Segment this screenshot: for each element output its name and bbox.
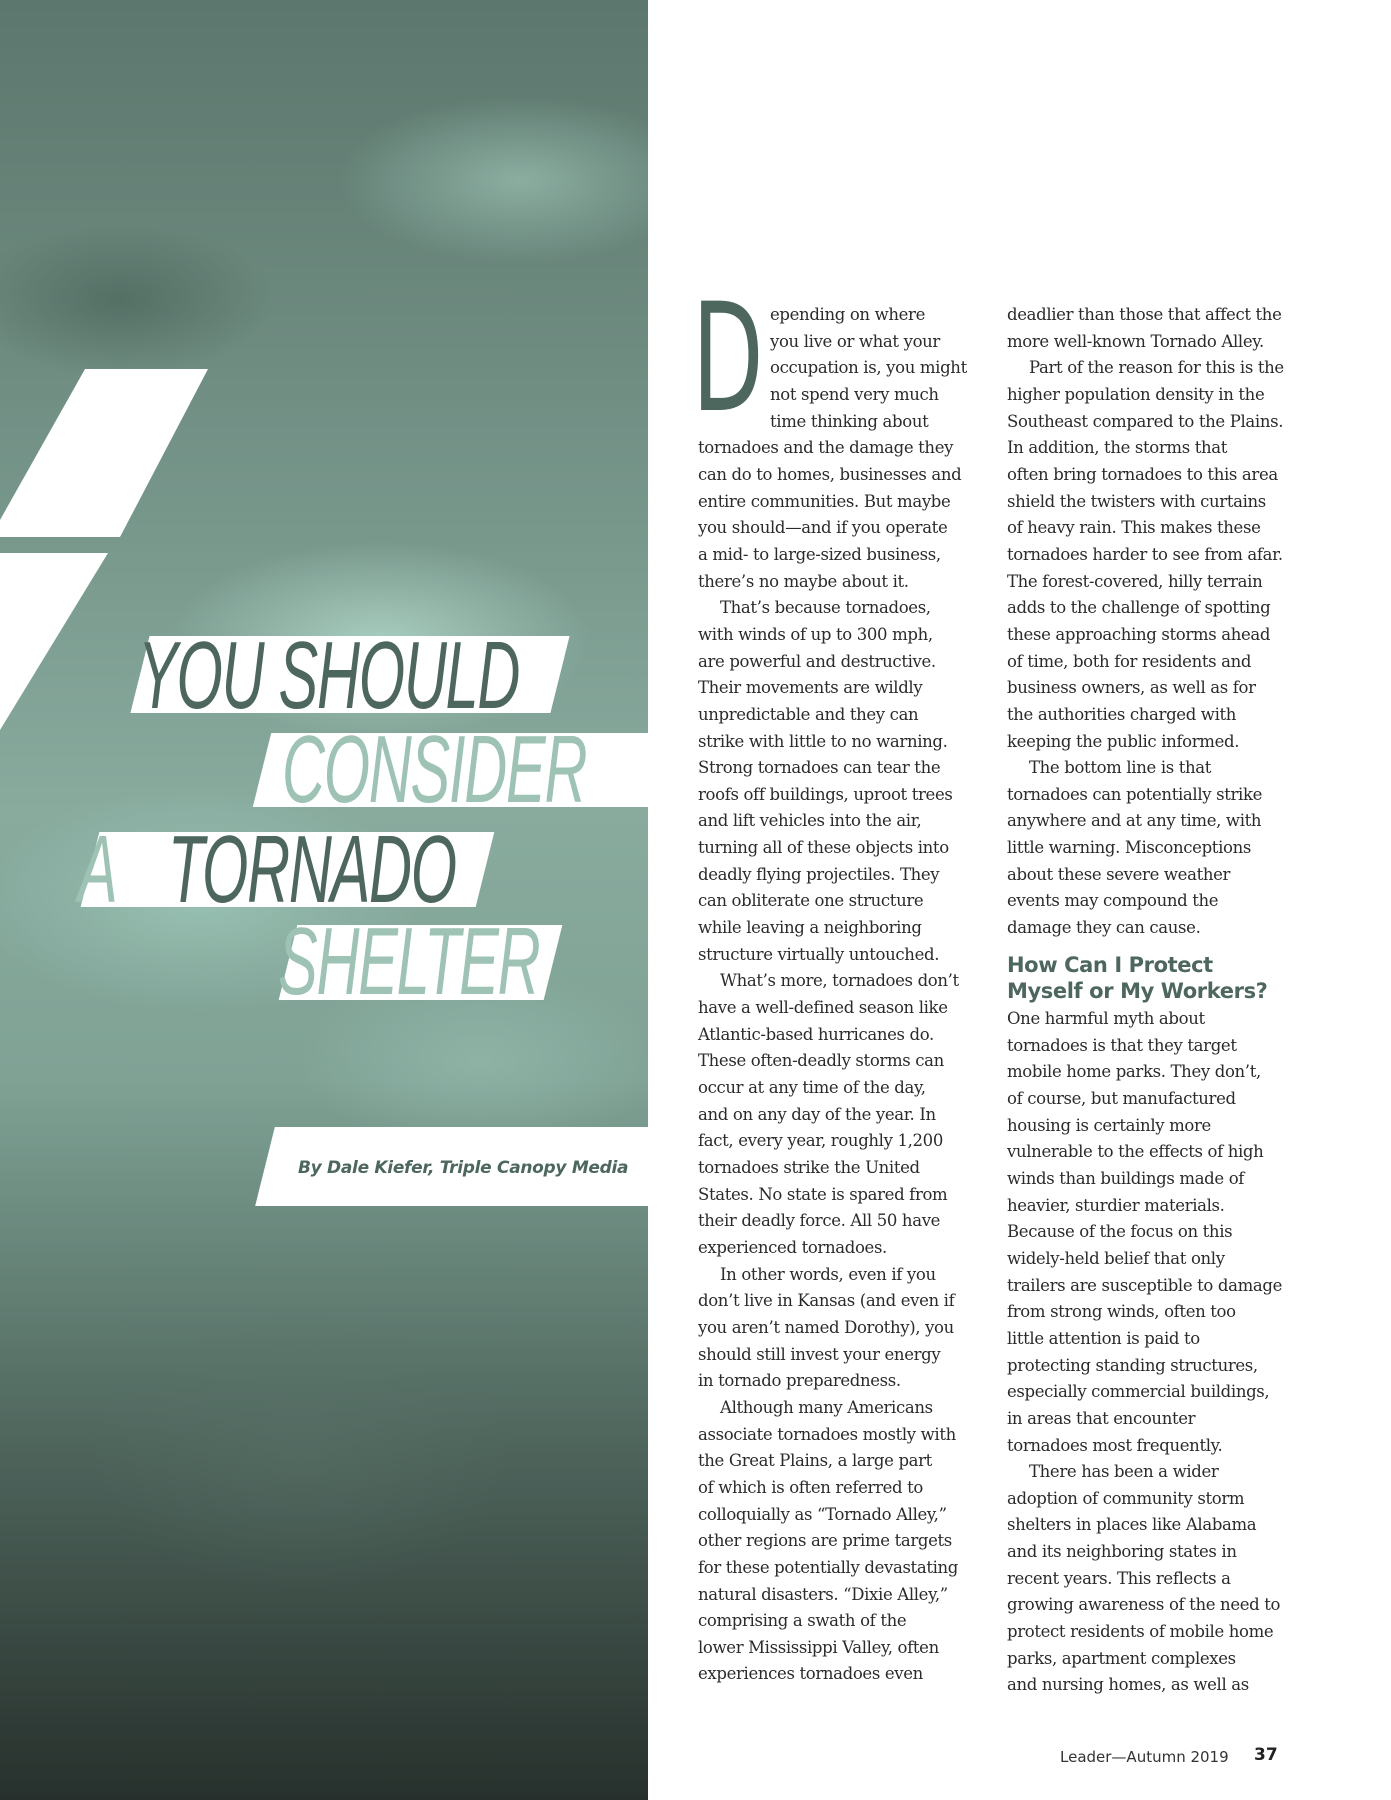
text-line: are powerful and destructive.: [698, 651, 936, 671]
text-line: Strong tornadoes can tear the: [698, 758, 941, 778]
text-line: States. No state is spared from: [698, 1184, 948, 1204]
text-line: events may compound the: [1007, 891, 1219, 911]
text-line: you should—and if you operate: [698, 518, 948, 538]
text-line: adds to the challenge of spotting: [1007, 598, 1271, 618]
text-line: One harmful myth about: [1007, 1009, 1205, 1028]
title-line-a: A: [78, 816, 117, 923]
text-line: roofs off buildings, uproot trees: [698, 784, 953, 804]
text-line: tornadoes and the damage they: [698, 438, 954, 458]
text-line: unpredictable and they can: [698, 704, 919, 724]
text-line: In other words, even if you: [720, 1264, 936, 1284]
text-line: epending on where: [770, 305, 926, 324]
footer-publication: Leader—Autumn 2019: [1060, 1748, 1229, 1766]
text-line: in areas that encounter: [1007, 1408, 1196, 1428]
text-line: What’s more, tornadoes don’t: [720, 971, 959, 991]
text-line: tornadoes strike the United: [698, 1158, 920, 1177]
text-line: about these severe weather: [1007, 864, 1231, 884]
text-line: associate tornadoes mostly with: [698, 1424, 956, 1444]
text-line: the authorities charged with: [1007, 704, 1237, 724]
text-line: Atlantic-based hurricanes do.: [698, 1024, 934, 1044]
text-line: anywhere and at any time, with: [1007, 811, 1262, 831]
text-line: for these potentially devastating: [698, 1557, 959, 1577]
text-line: tornadoes can potentially strike: [1007, 784, 1263, 804]
text-line: winds than buildings made of: [1007, 1168, 1245, 1188]
text-line: occur at any time of the day,: [698, 1078, 926, 1098]
text-line: That’s because tornadoes,: [720, 598, 931, 618]
text-line: often bring tornadoes to this area: [1007, 464, 1278, 484]
text-line: and on any day of the year. In: [698, 1104, 936, 1124]
byline: By Dale Kiefer, Triple Canopy Media: [298, 1158, 629, 1178]
article-column-1: [698, 302, 967, 1688]
text-line: don’t live in Kansas (and even if: [698, 1291, 955, 1311]
text-line: keeping the public informed.: [1007, 731, 1240, 751]
text-line: widely-held belief that only: [1007, 1248, 1225, 1268]
text-line: recent years. This reflects a: [1007, 1568, 1231, 1588]
text-line: from strong winds, often too: [1007, 1302, 1236, 1322]
text-line: these approaching storms ahead: [1007, 624, 1271, 644]
text-line: especially commercial buildings,: [1007, 1382, 1270, 1402]
text-line: Their movements are wildly: [698, 678, 923, 698]
text-line: and lift vehicles into the air,: [698, 811, 922, 831]
text-line: can obliterate one structure: [698, 891, 924, 911]
text-line: occupation is, you might: [770, 358, 967, 378]
text-line: tornadoes most frequently.: [1007, 1435, 1223, 1455]
text-line: have a well-defined season like: [698, 998, 948, 1018]
text-line: experiences tornadoes even: [698, 1664, 923, 1684]
text-line: of course, but manufactured: [1007, 1088, 1236, 1108]
text-line: comprising a swath of the: [698, 1611, 907, 1631]
text-line: the Great Plains, a large part: [698, 1451, 932, 1471]
text-line: of time, both for residents and: [1007, 651, 1252, 671]
text-line: in tornado preparedness.: [698, 1371, 901, 1391]
title-line-you-should: YOU SHOULD: [138, 622, 520, 729]
text-line: you aren’t named Dorothy), you: [698, 1317, 954, 1337]
text-line: and nursing homes, as well as: [1007, 1675, 1249, 1695]
text-line: colloquially as “Tornado Alley,”: [698, 1504, 947, 1524]
text-line: The bottom line is that: [1029, 758, 1212, 778]
text-line: should still invest your energy: [698, 1344, 941, 1364]
text-line: of which is often referred to: [698, 1477, 924, 1497]
text-line: Southeast compared to the Plains.: [1007, 411, 1284, 431]
text-line: mobile home parks. They don’t,: [1007, 1062, 1261, 1082]
text-line: shelters in places like Alabama: [1007, 1515, 1257, 1535]
text-line: In addition, the storms that: [1007, 438, 1228, 458]
text-line: Although many Americans: [720, 1397, 933, 1417]
title-line-tornado: TORNADO: [168, 816, 456, 923]
text-line: tornadoes is that they target: [1007, 1035, 1237, 1055]
section-heading: [1007, 952, 1267, 1004]
text-line: a mid- to large-sized business,: [698, 544, 941, 564]
text-line: business owners, as well as for: [1007, 678, 1256, 698]
text-line: entire communities. But maybe: [698, 491, 951, 511]
text-line: tornadoes harder to see from afar.: [1007, 544, 1283, 564]
article-column-2-top: [1007, 302, 1284, 942]
text-line: protecting standing structures,: [1007, 1355, 1258, 1375]
text-line: their deadly force. All 50 have: [698, 1211, 941, 1231]
text-line: experienced tornadoes.: [698, 1237, 887, 1257]
text-line: time thinking about: [770, 411, 929, 431]
text-line: vulnerable to the effects of high: [1007, 1142, 1264, 1162]
text-line: little warning. Misconceptions: [1007, 838, 1251, 858]
text-line: and its neighboring states in: [1007, 1542, 1237, 1562]
section-heading-line: How Can I Protect: [1007, 953, 1213, 977]
section-heading-line: Myself or My Workers?: [1007, 979, 1268, 1003]
title-line-shelter: SHELTER: [278, 908, 540, 1015]
text-line: parks, apartment complexes: [1007, 1648, 1236, 1668]
text-line: These often-deadly storms can: [698, 1051, 944, 1071]
text-line: deadlier than those that affect the: [1007, 305, 1282, 324]
text-line: adoption of community storm: [1007, 1488, 1245, 1508]
text-line: shield the twisters with curtains: [1007, 491, 1266, 511]
text-line: structure virtually untouched.: [698, 944, 940, 964]
text-line: lower Mississippi Valley, often: [698, 1637, 939, 1657]
drop-cap: D: [692, 272, 764, 446]
text-line: you live or what your: [770, 331, 940, 351]
text-line: can do to homes, businesses and: [698, 464, 962, 484]
text-line: of heavy rain. This makes these: [1007, 518, 1261, 538]
text-line: housing is certainly more: [1007, 1115, 1211, 1135]
page-number: 37: [1254, 1745, 1278, 1765]
text-line: with winds of up to 300 mph,: [698, 624, 933, 644]
text-line: more well-known Tornado Alley.: [1007, 331, 1264, 351]
storm-cloud-photo: [0, 0, 648, 1800]
article-column-2-bottom: [1007, 1006, 1282, 1699]
text-line: strike with little to no warning.: [698, 731, 948, 751]
text-line: protect residents of mobile home: [1007, 1622, 1274, 1642]
text-line: growing awareness of the need to: [1007, 1595, 1281, 1615]
text-line: while leaving a neighboring: [698, 918, 922, 938]
text-line: not spend very much: [770, 384, 939, 404]
text-line: there’s no maybe about it.: [698, 571, 909, 591]
text-line: natural disasters. “Dixie Alley,”: [698, 1584, 948, 1604]
text-line: There has been a wider: [1029, 1462, 1219, 1482]
text-line: Because of the focus on this: [1007, 1222, 1233, 1242]
text-line: turning all of these objects into: [698, 838, 949, 858]
text-line: heavier, sturdier materials.: [1007, 1195, 1225, 1215]
text-line: The forest-covered, hilly terrain: [1007, 571, 1263, 591]
text-line: fact, every year, roughly 1,200: [698, 1131, 943, 1151]
text-line: damage they can cause.: [1007, 918, 1201, 938]
text-line: higher population density in the: [1007, 384, 1265, 404]
title-line-consider: CONSIDER: [282, 716, 587, 823]
text-line: little attention is paid to: [1007, 1328, 1200, 1348]
text-line: deadly flying projectiles. They: [698, 864, 940, 884]
text-line: Part of the reason for this is the: [1029, 358, 1284, 378]
text-line: trailers are susceptible to damage: [1007, 1275, 1283, 1295]
text-line: other regions are prime targets: [698, 1531, 952, 1551]
